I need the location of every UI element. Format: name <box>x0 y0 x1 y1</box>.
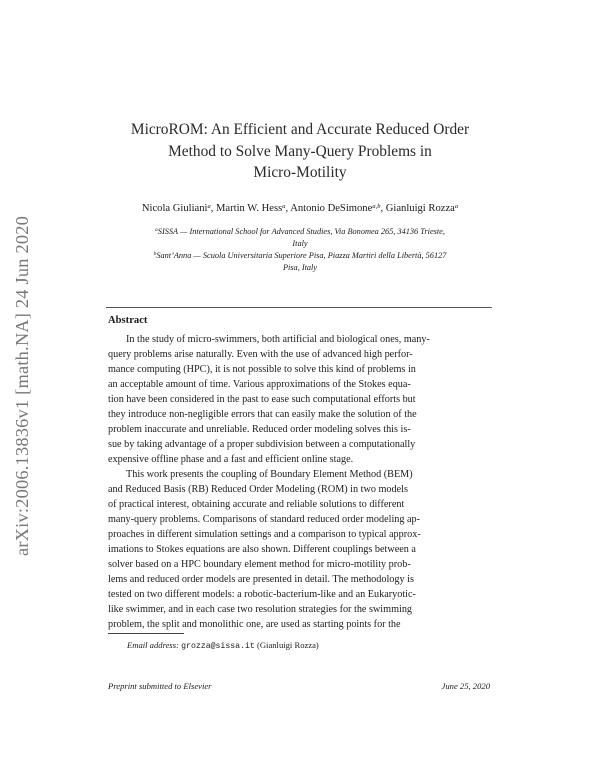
abstract-line: expensive offline phase and a fast and efficient online stage. <box>108 454 354 465</box>
abstract-line: solver based on a HPC boundary element method for micro-motility prob- <box>108 559 411 570</box>
author-name: Nicola Giuliani <box>141 203 208 214</box>
title-line: MicroROM: An Efficient and Accurate Reduced Order <box>130 121 470 138</box>
footer-preprint-note: Preprint submitted to Elsevier <box>108 681 212 691</box>
author-affil-mark: a <box>207 203 211 210</box>
footnote-label: Email address: <box>127 640 179 650</box>
footnote-email-address[interactable]: grozza@sissa.it <box>181 642 255 651</box>
author-affil-mark: a <box>282 203 286 210</box>
arxiv-identifier: arXiv:2006.13836v1 [math.NA] 24 Jun 2020 <box>12 215 32 556</box>
author-list: Nicola Giuliani$^a$, Martin W. Hess$^a$, Antonio DeSimone$^{a,b}$, Gianluigi Rozza$^a$ <box>141 203 459 214</box>
title-line: Micro-Motility <box>253 164 347 181</box>
abstract-line: problem, the split and monolithic one, are used as starting points for the <box>108 619 401 630</box>
abstract-line: problem inaccurate and unreliable. Reduced order modeling solves this is- <box>108 424 411 435</box>
abstract-line: of practical interest, obtaining accurate and reliable solutions to different <box>108 499 405 510</box>
author-name: Gianluigi Rozza <box>385 203 455 214</box>
abstract-line: and Reduced Basis (RB) Reduced Order Modeling (ROM) in two models <box>108 484 408 495</box>
paper-title <box>100 119 500 184</box>
abstract-line: This work presents the coupling of Boundary Element Method (BEM) <box>126 469 413 480</box>
author-name: Antonio DeSimone <box>290 203 373 214</box>
abstract-line: they introduce non-negligible errors that can easily make the solution of the <box>108 409 417 420</box>
abstract-line: like swimmer, and in each case two resolution strategies for the swimming <box>108 604 413 615</box>
author-affil-mark: a <box>454 203 459 210</box>
author-affil-mark: a,b <box>372 203 381 210</box>
abstract-line: many-query problems. Comparisons of standard reduced order modeling ap- <box>108 514 421 525</box>
affiliation-a <box>110 225 490 249</box>
abstract-line: In the study of micro-swimmers, both artificial and biological ones, many- <box>126 334 430 345</box>
footnote-name: (Gianluigi Rozza) <box>256 640 319 650</box>
affil-mark: a <box>155 227 158 233</box>
affil-line: Italy <box>292 238 308 248</box>
abstract-line: proaches in different simulation settings and a comparison to typical approx- <box>108 529 421 540</box>
abstract-line: mance computing (HPC), it is not possible to solve this kind of problems in <box>108 364 416 375</box>
abstract-heading: Abstract <box>108 315 148 326</box>
footnote-rule <box>108 633 184 634</box>
footer-date: June 25, 2020 <box>441 681 490 691</box>
footnote-email <box>127 640 319 651</box>
abstract-top-rule <box>106 307 492 308</box>
abstract-line: tion have been considered in the past to ease such computational efforts but <box>108 394 416 405</box>
affil-line: Sant’Anna — Scuola Universitaria Superiore Pisa, Piazza Martiri della Libertà, 56127 <box>156 251 447 260</box>
abstract-line: an acceptable amount of time. Various approximations of the Stokes equa- <box>108 379 411 390</box>
author-name: Martin W. Hess <box>216 203 283 214</box>
abstract-line: lems and reduced order models are presented in detail. The methodology is <box>108 574 414 585</box>
affiliation-b <box>110 249 490 273</box>
abstract-line: tested on two different models: a robotic-bacterium-like and an Eukaryotic- <box>108 589 416 600</box>
affil-mark: b <box>153 251 157 257</box>
abstract-line: sue by taking advantage of a proper subdivision between a computationally <box>108 439 416 450</box>
affil-line: SISSA — International School for Advanced Studies, Via Bonomea 265, 34136 Trieste, <box>157 227 445 236</box>
abstract-line: query problems arise naturally. Even with the use of advanced high perfor- <box>108 349 413 360</box>
title-line: Method to Solve Many-Query Problems in <box>168 142 432 160</box>
affil-line: Pisa, Italy <box>282 262 318 272</box>
abstract-line: imations to Stokes equations are also shown. Different couplings between a <box>108 544 416 555</box>
